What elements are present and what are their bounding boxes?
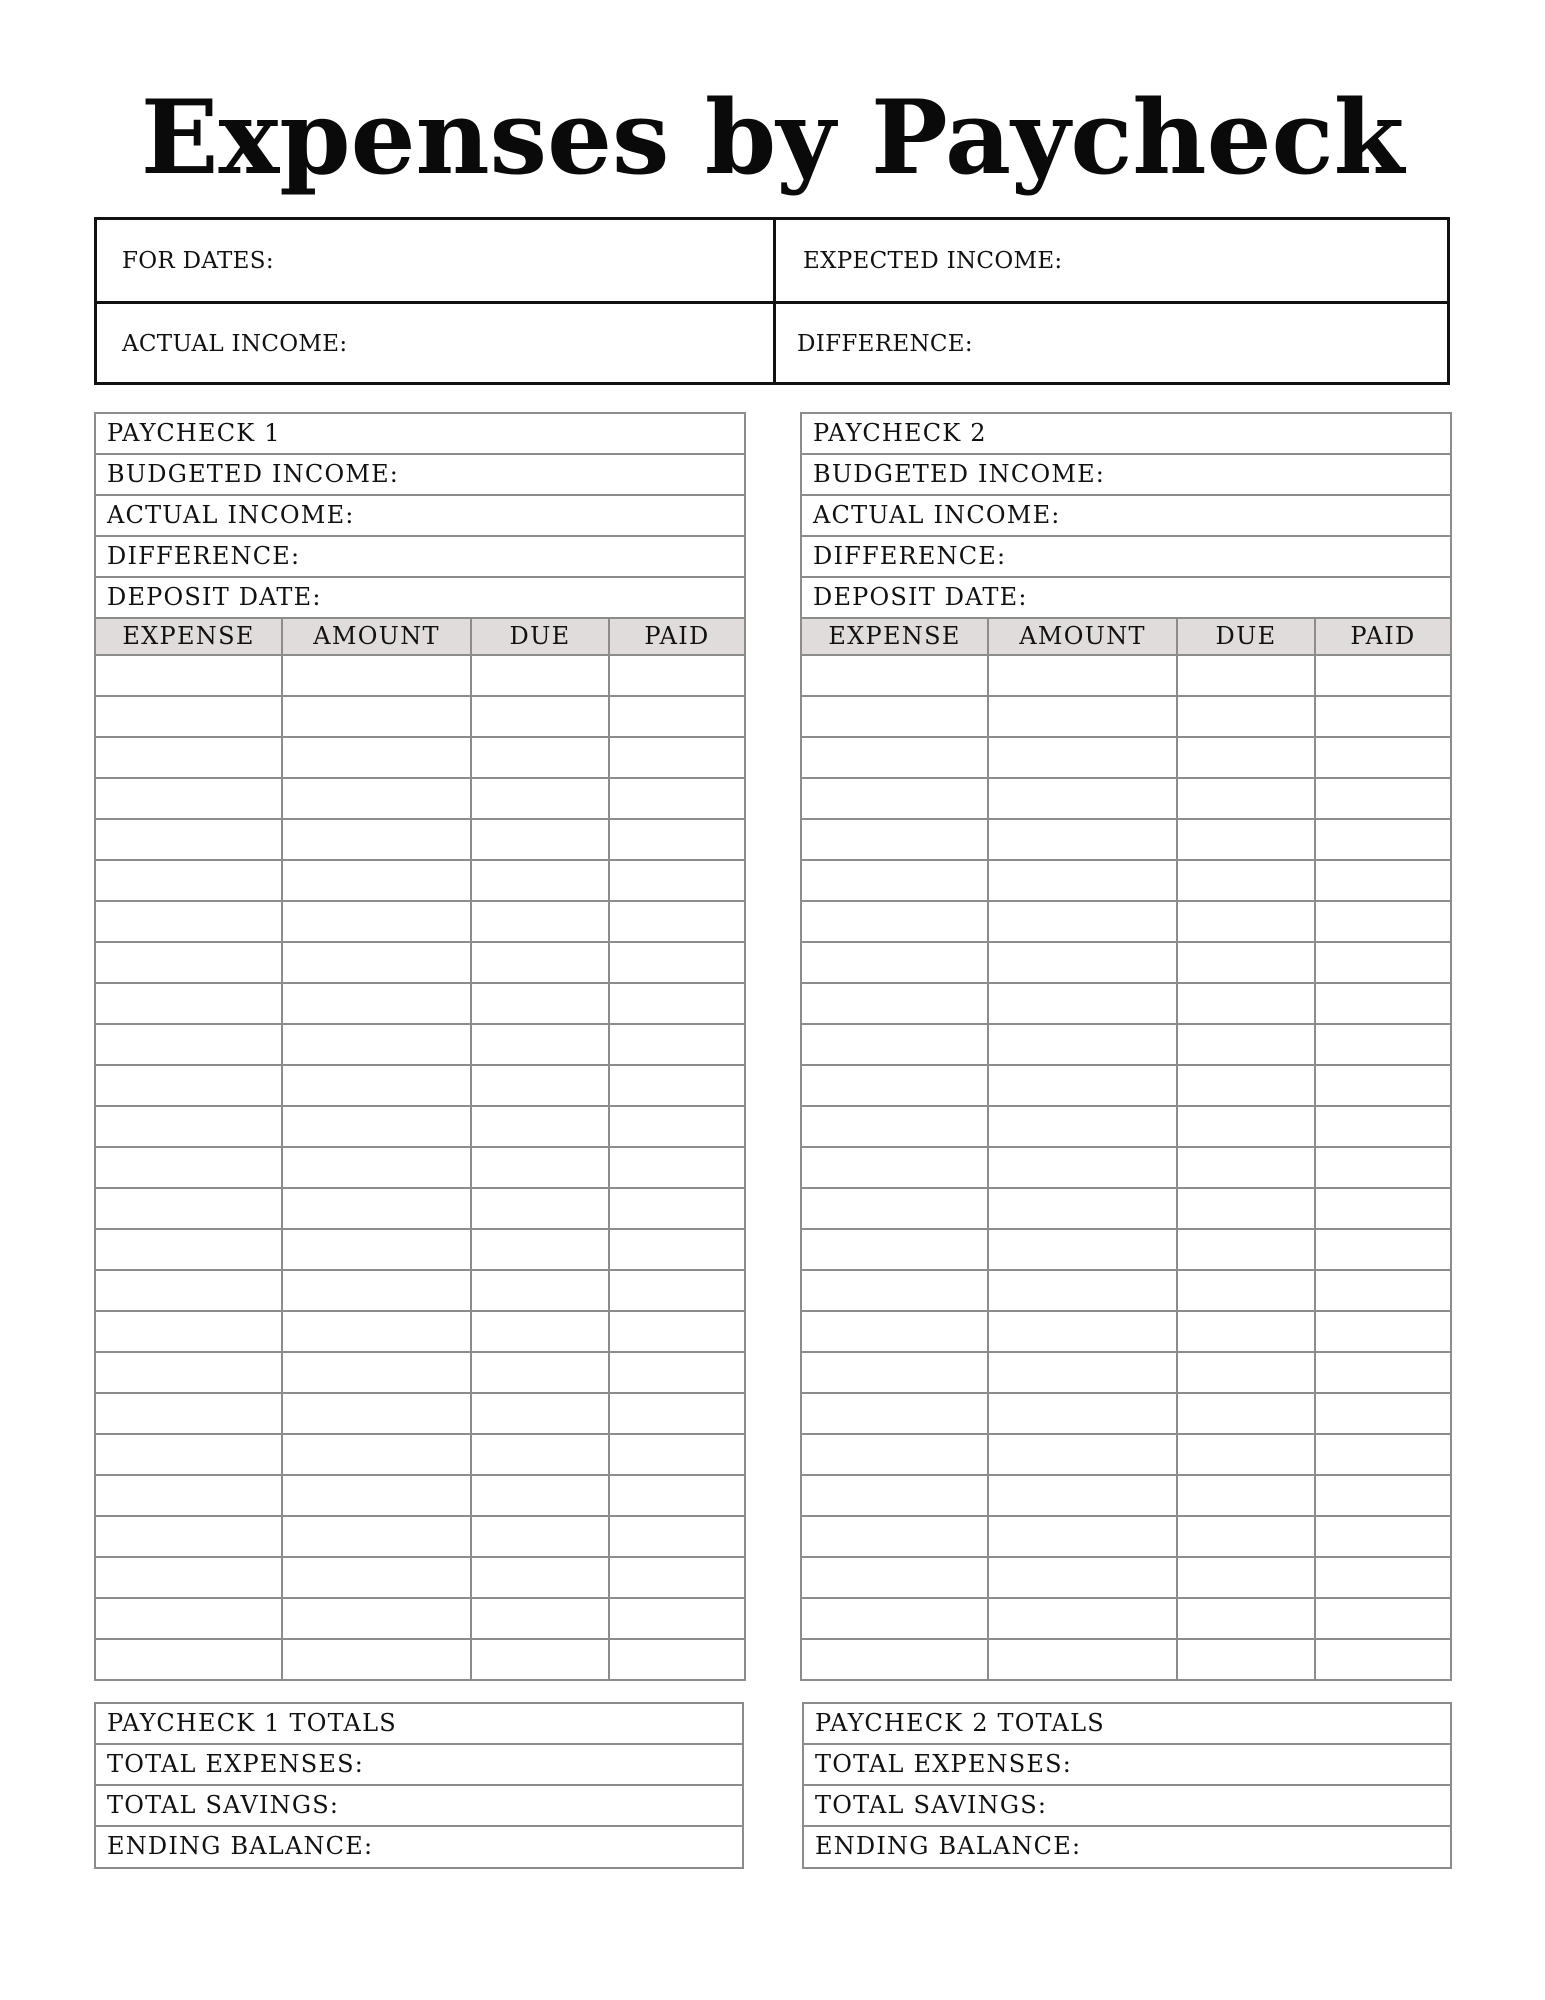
table-row [96,738,744,779]
paycheck-2-column-headers [802,619,1450,656]
paid-cell[interactable] [1316,1271,1450,1310]
table-row [802,902,1450,943]
paid-cell[interactable] [610,656,744,695]
expense-cell[interactable] [96,1353,283,1392]
paid-cell[interactable] [1316,1640,1450,1679]
expected-income-field[interactable]: EXPECTED INCOME: [803,248,1063,274]
amount-cell[interactable] [989,984,1178,1023]
expense-cell[interactable] [96,1640,283,1679]
paid-cell[interactable] [1316,820,1450,859]
amount-cell[interactable] [989,1558,1178,1597]
paycheck-2-totals-heading: PAYCHECK 2 TOTALS [804,1704,1450,1745]
table-row [96,1640,744,1679]
due-cell[interactable] [472,738,610,777]
amount-cell[interactable] [283,1435,472,1474]
amount-cell[interactable] [989,1025,1178,1064]
paid-cell[interactable] [610,1435,744,1474]
expense-cell[interactable] [802,656,989,695]
due-cell[interactable] [472,943,610,982]
table-row [96,943,744,984]
paid-cell[interactable] [1316,984,1450,1023]
actual-income-field[interactable]: ACTUAL INCOME: [122,331,348,357]
table-row [96,1066,744,1107]
amount-cell[interactable] [283,738,472,777]
column-header-due: DUE [472,619,610,654]
paycheck-2-ending-balance[interactable]: ENDING BALANCE: [815,1832,1082,1860]
paycheck-2-panel [800,412,1452,1681]
for-dates-field[interactable]: FOR DATES: [122,248,274,274]
due-cell[interactable] [1178,943,1316,982]
due-cell[interactable] [472,1476,610,1515]
amount-cell[interactable] [989,1435,1178,1474]
due-cell[interactable] [472,1230,610,1269]
table-row [802,1640,1450,1679]
table-row [802,943,1450,984]
amount-cell[interactable] [989,1230,1178,1269]
amount-cell[interactable] [989,943,1178,982]
paycheck-1-column-headers [96,619,744,656]
amount-cell[interactable] [989,1271,1178,1310]
paycheck-2-deposit-date[interactable]: DEPOSIT DATE: [802,578,1450,619]
expense-cell[interactable] [96,697,283,736]
table-row [802,1558,1450,1599]
paid-cell[interactable] [610,738,744,777]
paid-cell[interactable] [610,1353,744,1392]
paid-cell[interactable] [1316,1599,1450,1638]
amount-cell[interactable] [989,1394,1178,1433]
column-header-paid: PAID [1350,622,1416,650]
paycheck-2-total-expenses[interactable]: TOTAL EXPENSES: [804,1745,1450,1786]
expense-cell[interactable] [96,1517,283,1556]
amount-cell[interactable] [283,1312,472,1351]
paid-cell[interactable] [610,1558,744,1597]
table-row [802,984,1450,1025]
expense-cell[interactable] [802,1394,989,1433]
amount-cell[interactable] [283,1107,472,1146]
due-cell[interactable] [1178,861,1316,900]
paid-cell[interactable] [1316,1435,1450,1474]
table-row [802,1435,1450,1476]
paid-cell[interactable] [610,1066,744,1105]
paid-cell[interactable] [1316,861,1450,900]
column-header-expense: EXPENSE [802,619,989,654]
due-cell[interactable] [472,902,610,941]
amount-cell[interactable] [283,1025,472,1064]
amount-cell[interactable] [283,1517,472,1556]
amount-cell[interactable] [989,738,1178,777]
paycheck-2-total-savings[interactable]: TOTAL SAVINGS: [804,1786,1450,1827]
amount-cell[interactable] [989,861,1178,900]
amount-cell[interactable] [283,1394,472,1433]
expense-cell[interactable] [96,902,283,941]
table-row [96,902,744,943]
column-header-paid: PAID [644,622,710,650]
paid-cell[interactable] [1316,1107,1450,1146]
expense-cell[interactable] [802,1230,989,1269]
amount-cell[interactable] [283,697,472,736]
expense-cell[interactable] [96,1230,283,1269]
due-cell[interactable] [1178,1476,1316,1515]
due-cell[interactable] [472,1394,610,1433]
due-cell[interactable] [472,1312,610,1351]
paycheck-1-difference[interactable]: DIFFERENCE: [96,537,744,578]
due-cell[interactable] [1178,1435,1316,1474]
due-cell[interactable] [1178,1640,1316,1679]
paid-cell[interactable] [610,902,744,941]
paid-cell[interactable] [610,1107,744,1146]
paycheck-2-expense-rows [802,656,1450,1679]
expense-cell[interactable] [96,1271,283,1310]
table-row [96,1435,744,1476]
amount-cell[interactable] [989,1066,1178,1105]
column-header-expense: EXPENSE [96,619,283,654]
expense-cell[interactable] [96,1312,283,1351]
due-cell[interactable] [1178,1558,1316,1597]
table-row [802,1476,1450,1517]
amount-cell[interactable] [989,697,1178,736]
expense-cell[interactable] [96,1025,283,1064]
amount-cell[interactable] [283,984,472,1023]
amount-cell[interactable] [283,1476,472,1515]
paycheck-2-difference[interactable]: DIFFERENCE: [802,537,1450,578]
table-row [96,697,744,738]
due-cell[interactable] [472,1025,610,1064]
expense-cell[interactable] [96,1189,283,1228]
due-cell[interactable] [1178,984,1316,1023]
expense-cell[interactable] [96,943,283,982]
paid-cell[interactable] [610,1394,744,1433]
amount-cell[interactable] [283,1640,472,1679]
amount-cell[interactable] [283,943,472,982]
difference-field[interactable]: DIFFERENCE: [797,331,973,357]
paycheck-1-budgeted-income[interactable]: BUDGETED INCOME: [96,455,744,496]
paid-cell[interactable] [610,1271,744,1310]
amount-cell[interactable] [283,1271,472,1310]
paid-cell[interactable] [1316,1353,1450,1392]
due-cell[interactable] [472,1558,610,1597]
paycheck-1-total-expenses[interactable]: TOTAL EXPENSES: [96,1745,742,1786]
expense-cell[interactable] [802,1435,989,1474]
expense-cell[interactable] [802,738,989,777]
paid-cell[interactable] [1316,1066,1450,1105]
amount-cell[interactable] [283,779,472,818]
due-cell[interactable] [1178,656,1316,695]
amount-cell[interactable] [283,1599,472,1638]
amount-cell[interactable] [283,902,472,941]
due-cell[interactable] [472,1353,610,1392]
expense-cell[interactable] [802,1599,989,1638]
expense-cell[interactable] [802,1189,989,1228]
table-row [802,861,1450,902]
paycheck-1-totals-heading: PAYCHECK 1 TOTALS [96,1704,742,1745]
table-row [802,1066,1450,1107]
expense-cell[interactable] [802,1476,989,1515]
due-cell[interactable] [1178,779,1316,818]
table-row [96,1148,744,1189]
expense-cell[interactable] [802,820,989,859]
paid-cell[interactable] [1316,1517,1450,1556]
expense-cell[interactable] [96,1558,283,1597]
table-row [96,656,744,697]
due-cell[interactable] [472,1517,610,1556]
paid-cell[interactable] [610,984,744,1023]
table-row [96,1517,744,1558]
amount-cell[interactable] [989,1107,1178,1146]
due-cell[interactable] [472,1148,610,1187]
table-row [96,1558,744,1599]
paid-cell[interactable] [1316,1025,1450,1064]
table-row [802,1312,1450,1353]
paid-cell[interactable] [610,779,744,818]
paycheck-1-heading: PAYCHECK 1 [96,414,744,455]
expense-cell[interactable] [802,1025,989,1064]
table-row [96,1189,744,1230]
expense-cell[interactable] [802,902,989,941]
expense-cell[interactable] [802,1148,989,1187]
amount-cell[interactable] [989,1599,1178,1638]
due-cell[interactable] [472,984,610,1023]
table-row [802,1107,1450,1148]
paid-cell[interactable] [1316,1394,1450,1433]
due-cell[interactable] [1178,1271,1316,1310]
amount-cell[interactable] [989,779,1178,818]
summary-table [94,217,1450,385]
paid-cell[interactable] [1316,697,1450,736]
expense-cell[interactable] [802,943,989,982]
table-row [96,1353,744,1394]
due-cell[interactable] [1178,1517,1316,1556]
due-cell[interactable] [1178,697,1316,736]
paid-cell[interactable] [610,697,744,736]
table-row [802,1599,1450,1640]
expense-cell[interactable] [802,1312,989,1351]
table-row [802,1025,1450,1066]
due-cell[interactable] [1178,1599,1316,1638]
paid-cell[interactable] [610,1517,744,1556]
table-row [96,820,744,861]
table-row [802,779,1450,820]
expense-cell[interactable] [96,1599,283,1638]
expense-cell[interactable] [96,738,283,777]
expense-cell[interactable] [96,984,283,1023]
due-cell[interactable] [472,1435,610,1474]
paid-cell[interactable] [610,1230,744,1269]
due-cell[interactable] [1178,902,1316,941]
due-cell[interactable] [1178,1107,1316,1146]
amount-cell[interactable] [989,1640,1178,1679]
expense-cell[interactable] [802,1107,989,1146]
amount-cell[interactable] [283,1189,472,1228]
due-cell[interactable] [1178,820,1316,859]
paid-cell[interactable] [610,1148,744,1187]
paid-cell[interactable] [1316,738,1450,777]
due-cell[interactable] [1178,1025,1316,1064]
amount-cell[interactable] [283,820,472,859]
table-row [96,1025,744,1066]
table-row [96,1394,744,1435]
table-row [802,1230,1450,1271]
due-cell[interactable] [472,1271,610,1310]
paycheck-2-actual-income[interactable]: ACTUAL INCOME: [802,496,1450,537]
expense-cell[interactable] [96,779,283,818]
column-header-amount: AMOUNT [989,619,1178,654]
expense-cell[interactable] [96,1476,283,1515]
table-row [802,820,1450,861]
due-cell[interactable] [1178,1066,1316,1105]
paid-cell[interactable] [610,1599,744,1638]
due-cell[interactable] [1178,1148,1316,1187]
paid-cell[interactable] [610,820,744,859]
table-row [802,1394,1450,1435]
column-header-amount: AMOUNT [283,619,472,654]
expense-cell[interactable] [96,820,283,859]
table-row [96,861,744,902]
table-row [802,697,1450,738]
due-cell[interactable] [472,820,610,859]
due-cell[interactable] [1178,1353,1316,1392]
paycheck-2-budgeted-income[interactable]: BUDGETED INCOME: [802,455,1450,496]
amount-cell[interactable] [989,1189,1178,1228]
paycheck-1-total-savings[interactable]: TOTAL SAVINGS: [96,1786,742,1827]
due-cell[interactable] [472,779,610,818]
table-row [802,1148,1450,1189]
paycheck-1-panel [94,412,746,1681]
due-cell[interactable] [472,1640,610,1679]
paid-cell[interactable] [1316,943,1450,982]
paid-cell[interactable] [1316,1230,1450,1269]
due-cell[interactable] [1178,1230,1316,1269]
paid-cell[interactable] [1316,902,1450,941]
paycheck-2-totals [802,1702,1452,1869]
paid-cell[interactable] [610,1189,744,1228]
amount-cell[interactable] [989,1517,1178,1556]
paycheck-1-deposit-date[interactable]: DEPOSIT DATE: [96,578,744,619]
table-row [96,1230,744,1271]
expense-cell[interactable] [802,1271,989,1310]
table-row [96,1599,744,1640]
amount-cell[interactable] [989,656,1178,695]
amount-cell[interactable] [283,1353,472,1392]
paycheck-1-expense-rows [96,656,744,1679]
paycheck-1-totals [94,1702,744,1869]
paid-cell[interactable] [610,1476,744,1515]
due-cell[interactable] [1178,1312,1316,1351]
table-row [802,738,1450,779]
expense-cell[interactable] [96,1394,283,1433]
expense-cell[interactable] [96,1148,283,1187]
table-row [802,656,1450,697]
due-cell[interactable] [472,656,610,695]
amount-cell[interactable] [283,1148,472,1187]
expense-cell[interactable] [802,984,989,1023]
table-row [802,1517,1450,1558]
expense-cell[interactable] [802,697,989,736]
paid-cell[interactable] [1316,1148,1450,1187]
table-row [96,779,744,820]
paid-cell[interactable] [610,1025,744,1064]
amount-cell[interactable] [283,861,472,900]
expense-cell[interactable] [802,1353,989,1392]
table-row [802,1189,1450,1230]
due-cell[interactable] [1178,1189,1316,1228]
table-row [96,1271,744,1312]
paid-cell[interactable] [1316,1312,1450,1351]
expense-cell[interactable] [802,1517,989,1556]
due-cell[interactable] [1178,738,1316,777]
expense-cell[interactable] [96,861,283,900]
expense-cell[interactable] [96,1066,283,1105]
expense-cell[interactable] [96,1435,283,1474]
page-title: Expenses by Paycheck [140,78,1405,198]
due-cell[interactable] [472,1066,610,1105]
table-row [96,1107,744,1148]
paid-cell[interactable] [610,1312,744,1351]
amount-cell[interactable] [989,1148,1178,1187]
paid-cell[interactable] [610,943,744,982]
paycheck-1-actual-income[interactable]: ACTUAL INCOME: [96,496,744,537]
due-cell[interactable] [472,1107,610,1146]
paid-cell[interactable] [1316,1558,1450,1597]
paid-cell[interactable] [1316,1476,1450,1515]
column-header-due: DUE [1178,619,1316,654]
table-row [96,984,744,1025]
table-row [802,1271,1450,1312]
amount-cell[interactable] [283,1230,472,1269]
amount-cell[interactable] [989,1476,1178,1515]
due-cell[interactable] [472,1599,610,1638]
expense-cell[interactable] [802,861,989,900]
paid-cell[interactable] [610,861,744,900]
table-row [802,1353,1450,1394]
expense-cell[interactable] [802,779,989,818]
paid-cell[interactable] [1316,779,1450,818]
amount-cell[interactable] [989,902,1178,941]
amount-cell[interactable] [989,820,1178,859]
expense-cell[interactable] [802,1640,989,1679]
expense-cell[interactable] [802,1066,989,1105]
amount-cell[interactable] [283,1066,472,1105]
due-cell[interactable] [472,861,610,900]
expense-cell[interactable] [802,1558,989,1597]
amount-cell[interactable] [989,1312,1178,1351]
due-cell[interactable] [472,697,610,736]
expense-cell[interactable] [96,656,283,695]
summary-divider-horizontal [97,301,1447,304]
paycheck-1-ending-balance[interactable]: ENDING BALANCE: [107,1832,374,1860]
amount-cell[interactable] [283,1558,472,1597]
paid-cell[interactable] [610,1640,744,1679]
expense-cell[interactable] [96,1107,283,1146]
table-row [96,1312,744,1353]
paycheck-2-heading: PAYCHECK 2 [802,414,1450,455]
amount-cell[interactable] [989,1353,1178,1392]
due-cell[interactable] [1178,1394,1316,1433]
amount-cell[interactable] [283,656,472,695]
paid-cell[interactable] [1316,1189,1450,1228]
table-row [96,1476,744,1517]
paid-cell[interactable] [1316,656,1450,695]
due-cell[interactable] [472,1189,610,1228]
